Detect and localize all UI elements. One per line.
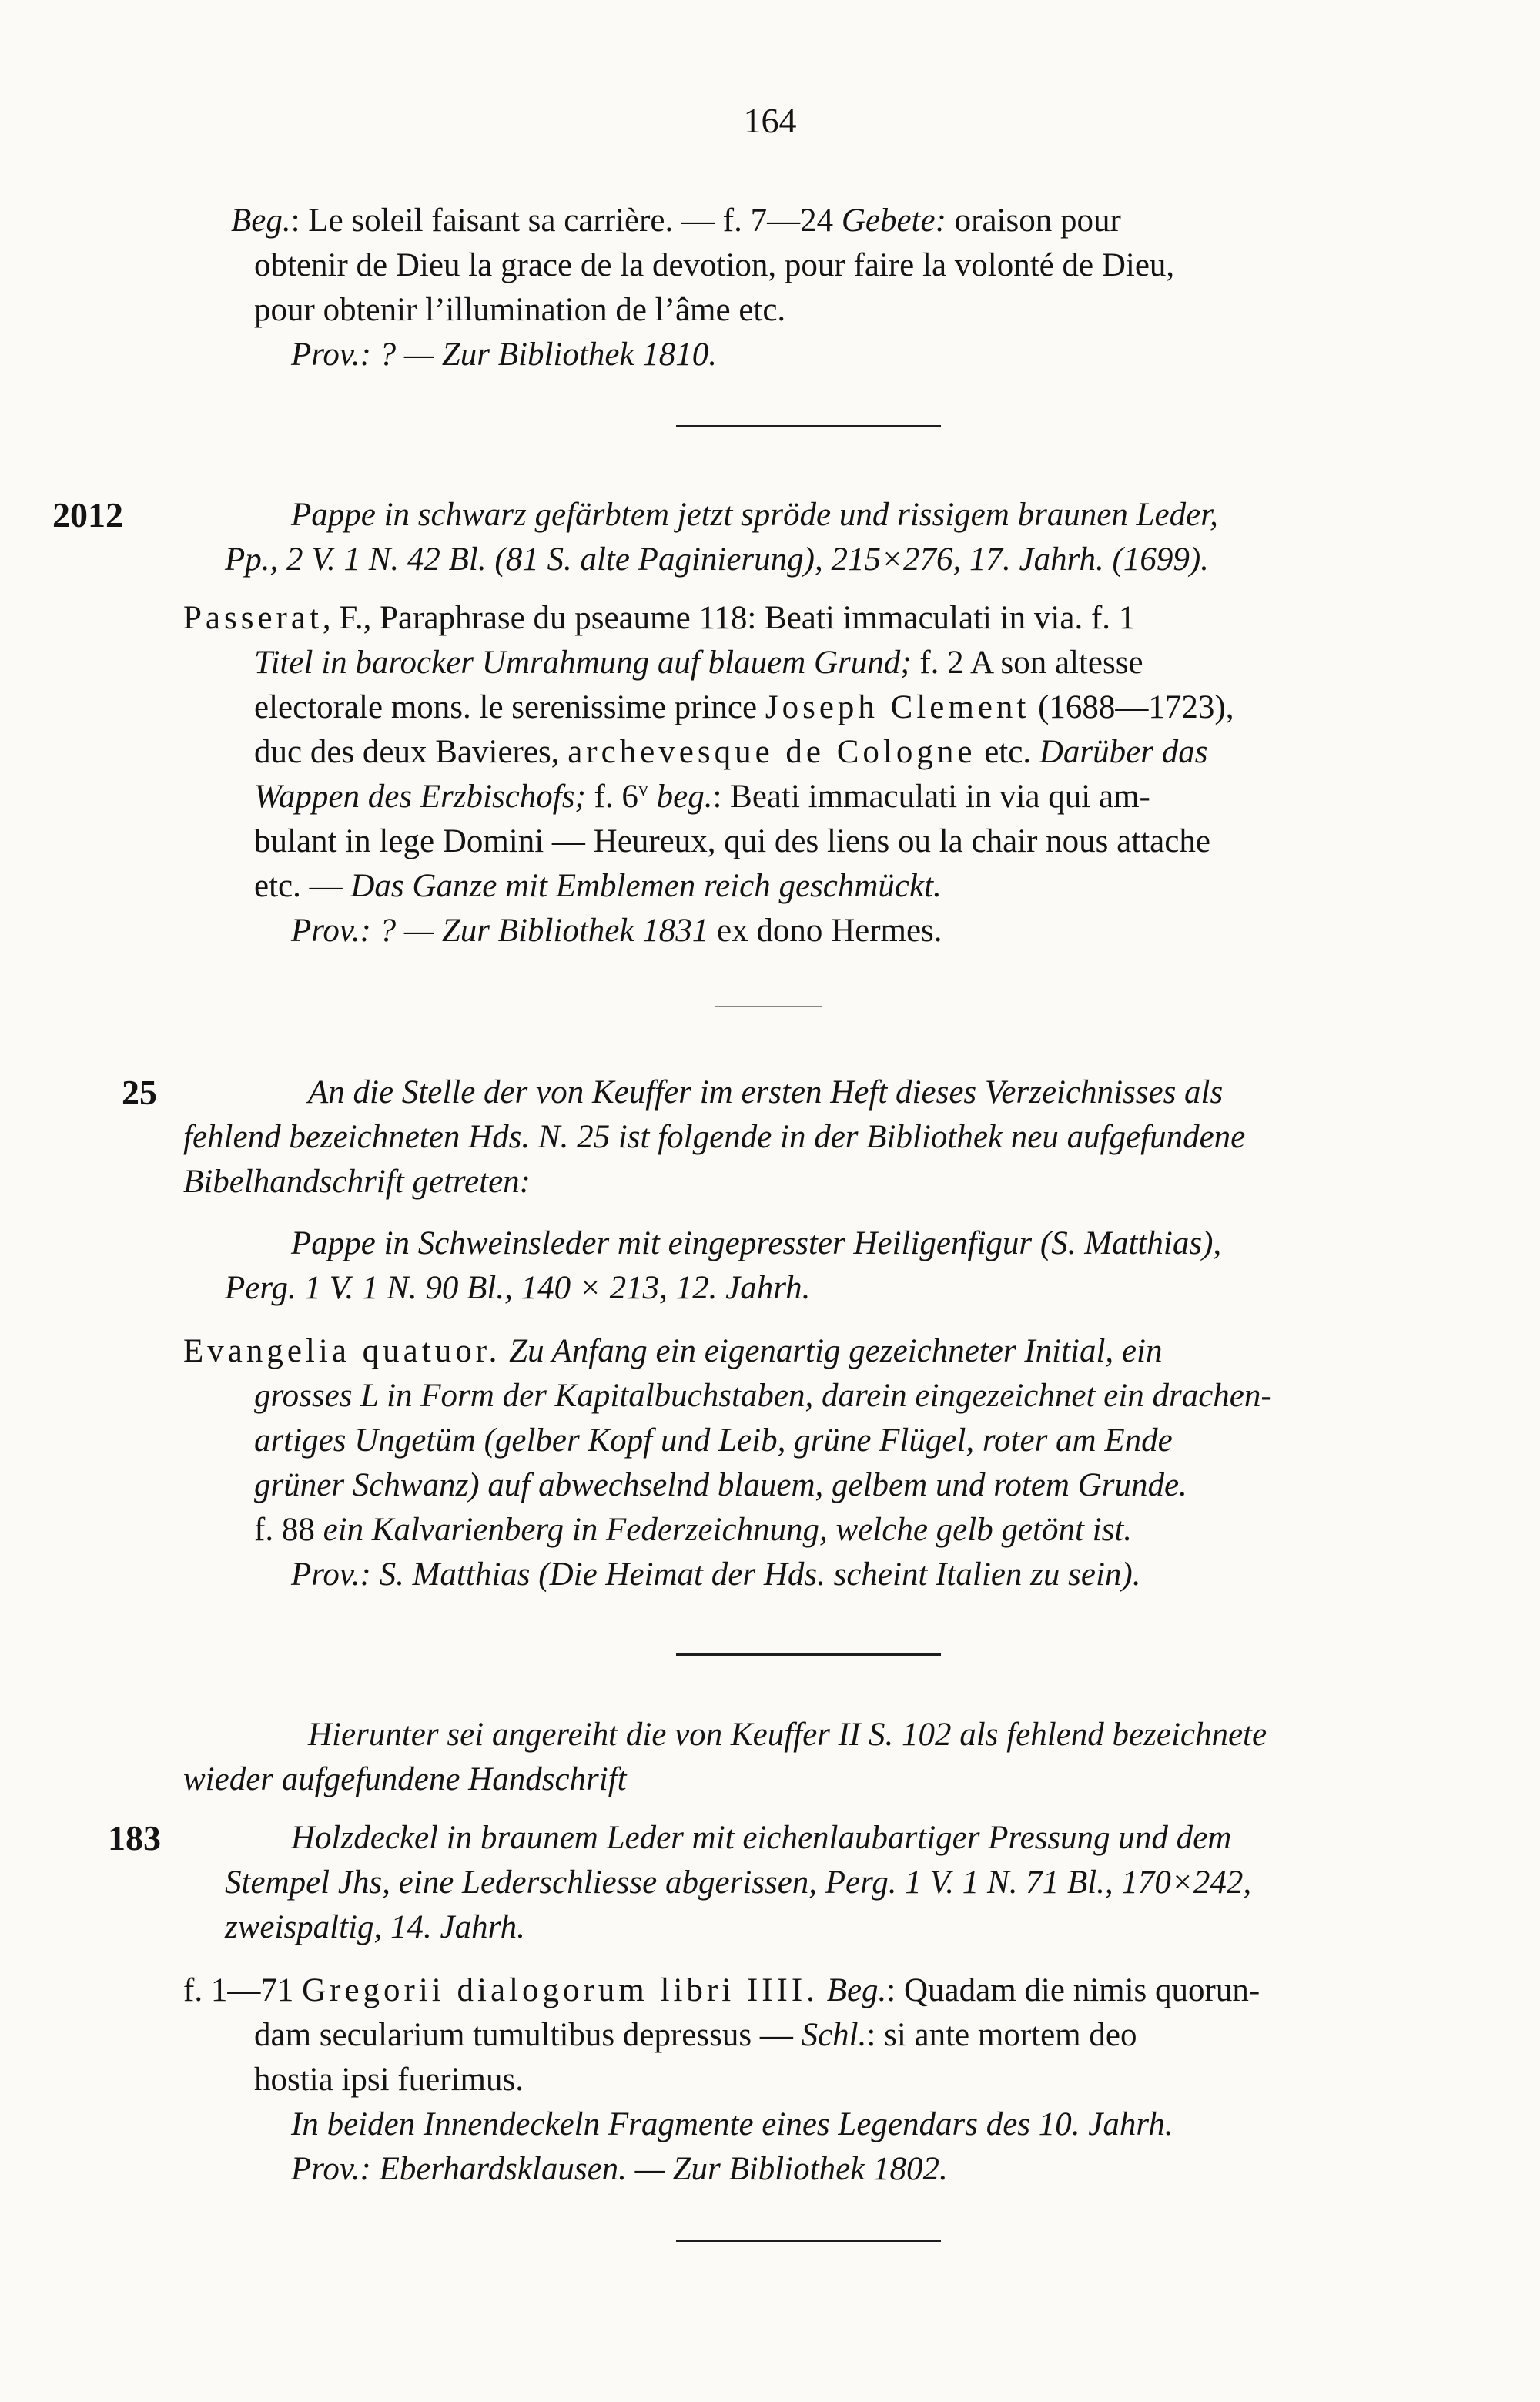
text-line: f. 1—71 Gregorii dialogorum libri IIII. Beg.: Quadam die nimis quorun- [183, 1972, 1260, 2008]
text-line: Evangelia quatuor. Zu Anfang ein eigenartig gezeichneter Initial, ein [183, 1333, 1163, 1369]
separator-rule [676, 2240, 941, 2242]
text-line: Titel in barocker Umrahmung auf blauem Grund; f. 2 A son altesse [254, 645, 1143, 681]
provenance-line: Prov.: ? — Zur Bibliothek 1831 ex dono Hermes. [291, 913, 942, 949]
text-line: pour obtenir l’illumination de l’âme etc. [254, 292, 786, 328]
text-line: f. 88 ein Kalvarienberg in Federzeichnung, welche gelb getönt ist. [254, 1512, 1133, 1548]
text-line: hostia ipsi fuerimus. [254, 2062, 524, 2098]
text-line: electorale mons. le serenissime prince Joseph Clement (1688—1723), [254, 689, 1234, 725]
text-line: Wappen des Erzbischofs; f. 6$^v$ beg.: Beati immaculati in via qui am- [254, 777, 1150, 815]
binding-line: zweispaltig, 14. Jahrh. [225, 1909, 525, 1945]
entry-number: 2012 [52, 495, 123, 534]
binding-line: Pappe in Schweinsleder mit eingepresster Heiligenfigur (S. Matthias), [291, 1225, 1222, 1261]
binding-line: Stempel Jhs, eine Lederschliesse abgerissen, Perg. 1 V. 1 N. 71 Bl., 170×242, [225, 1864, 1252, 1901]
provenance-line: Prov.: ? — Zur Bibliothek 1810. [291, 337, 717, 373]
provenance-line: Prov.: Eberhardsklausen. — Zur Bibliothek 1802. [291, 2151, 948, 2187]
binding-line: Pappe in schwarz gefärbtem jetzt spröde und rissigem braunen Leder, [291, 497, 1218, 533]
text-line: dam secularium tumultibus depressus — Schl.: si ante mortem deo [254, 2017, 1137, 2053]
text-line: duc des deux Bavieres, archevesque de Cologne etc. Darüber das [254, 734, 1208, 770]
text-line: artiges Ungetüm (gelber Kopf und Leib, grüne Flügel, roter am Ende [254, 1422, 1173, 1459]
text-line: Hierunter sei angereiht die von Keuffer II S. 102 als fehlend bezeichnete [308, 1717, 1267, 1753]
text-line: Bibelhandschrift getreten: [183, 1164, 531, 1200]
entry-number: 183 [108, 1818, 161, 1858]
text-line: In beiden Innendeckeln Fragmente eines Legendars des 10. Jahrh. [291, 2106, 1173, 2142]
separator-rule [715, 1006, 822, 1007]
text-line: Beg.: Le soleil faisant sa carrière. — f. 7—24 Gebete: oraison pour [231, 203, 1121, 239]
provenance-line: Prov.: S. Matthias (Die Heimat der Hds. scheint Italien zu sein). [291, 1556, 1141, 1593]
entry-number: 25 [122, 1073, 157, 1112]
text-line: An die Stelle der von Keuffer im ersten Heft dieses Verzeichnisses als [308, 1074, 1224, 1111]
text-line: etc. — Das Ganze mit Emblemen reich geschmückt. [254, 868, 942, 904]
binding-line: Holzdeckel in braunem Leder mit eichenlaubartiger Pressung und dem [291, 1820, 1232, 1856]
text-line: fehlend bezeichneten Hds. N. 25 ist folgende in der Bibliothek neu aufgefundene [183, 1119, 1246, 1155]
binding-line: Perg. 1 V. 1 N. 90 Bl., 140 × 213, 12. Jahrh. [225, 1270, 811, 1306]
text-line: obtenir de Dieu la grace de la devotion, pour faire la volonté de Dieu, [254, 247, 1175, 283]
separator-rule [676, 1653, 941, 1656]
text-line: wieder aufgefundene Handschrift [183, 1761, 627, 1797]
separator-rule [676, 425, 941, 427]
page-number: 164 [743, 101, 797, 140]
text-line: Passerat, F., Paraphrase du pseaume 118: Beati immaculati in via. f. 1 [183, 600, 1136, 636]
text-line: grüner Schwanz) auf abwechselnd blauem, gelbem und rotem Grunde. [254, 1467, 1187, 1503]
binding-line: Pp., 2 V. 1 N. 42 Bl. (81 S. alte Paginierung), 215×276, 17. Jahrh. (1699). [225, 541, 1209, 578]
text-line: grosses L in Form der Kapitalbuchstaben, darein eingezeichnet ein drachen- [254, 1378, 1272, 1414]
text-line: bulant in lege Domini — Heureux, qui des liens ou la chair nous attache [254, 823, 1210, 859]
